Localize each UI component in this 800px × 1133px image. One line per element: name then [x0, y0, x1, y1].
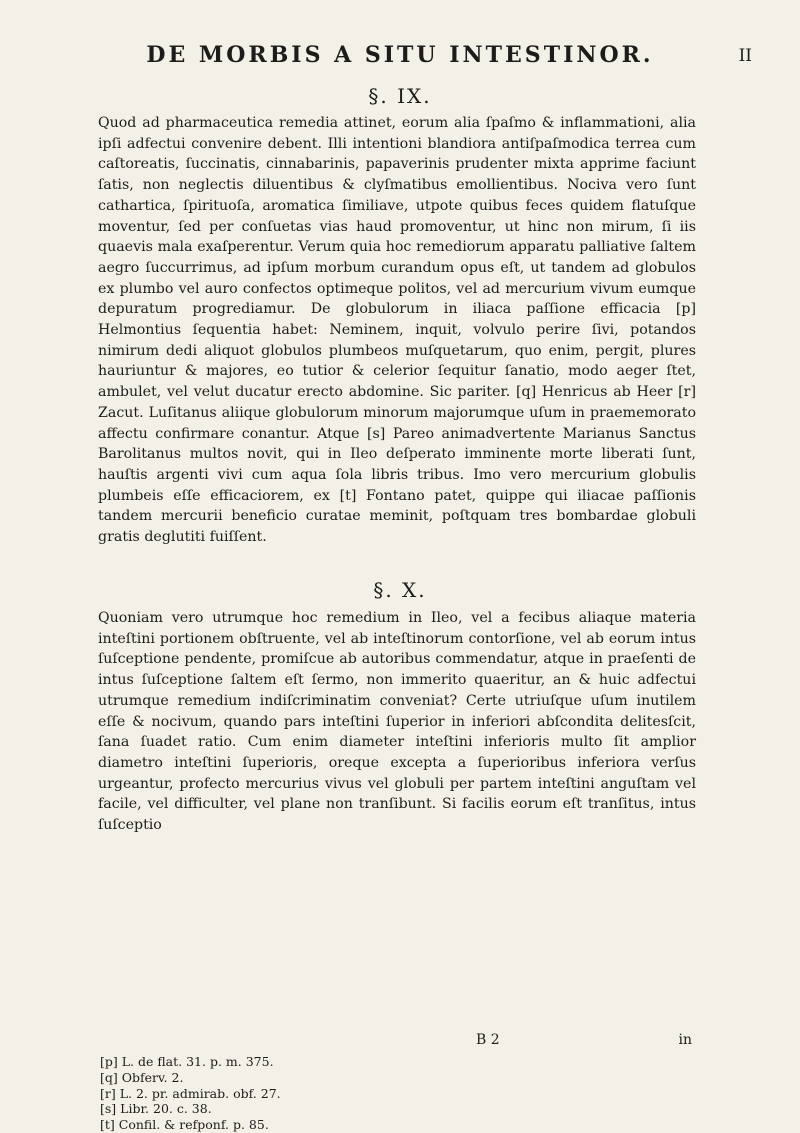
catchword: in: [678, 1032, 692, 1048]
section-heading-ix: §. IX.: [368, 84, 432, 108]
page-number: II: [738, 46, 752, 66]
footnotes: [100, 1054, 600, 1133]
running-title: DE MORBIS A SITU INTESTINOR.: [146, 42, 654, 68]
running-head: [0, 42, 800, 72]
section-heading-x: §. X.: [373, 578, 427, 602]
section-ix-text: Quod ad pharmaceutica remedia attinet, eorum alia ſpaſmo & inflammationi, alia ipſi adfectui convenire debent. Illi intentioni blandiora antiſpaſmodica terrea cum caſtoreatis, ſuccinatis, cinnabarinis, papaverinis prudenter mixta apprime faciunt ſatis, non neglectis diluentibus & clyſmatibus emollientibus. Nociva vero ſunt cathartica, ſpirituoſa, aromatica ſimiliave, utpote quibus feces quidem flatuſque moventur, ſed per conſuetas vias haud promoventur, ut hinc non mirum, ſi iis quaevis mala exaſperentur. Verum quia hoc remediorum apparatu palliative ſaltem aegro ſuccurrimus, ad ipſum morbum curandum opus eſt, ut tandem ad globulos ex plumbo vel auro confectos optimeque politos, vel ad mercurium vivum eumque depuratum progrediamur. De globulorum in iliaca paſſione efficacia [p] Helmontius ſequentia habet: Neminem, inquit, volvulo perire ſivi, potandos nimirum dedi aliquot globulos plumbeos muſquetarum, quo enim, pergit, plures hauriuntur & majores, eo tutior & celerior ſequitur ſanatio, modo aeger ſtet, ambulet, vel velut ducatur erecto abdomine. Sic pariter. [q] Henricus ab Heer [r] Zacut. Luſitanus aliique globulorum minorum majorumque uſum in praememorato affectu confirmare conantur. Atque [s] Pareo animadvertente Marianus Sanctus Barolitanus multos novit, qui in Ileo deſperato imminente morte liberati ſunt, hauſtis argenti vivi cum aqua ſola libris tribus. Imo vero mercurium globulis plumbeis eſſe efficaciorem, ex [t] Fontano patet, quippe qui iliacae paſſionis tandem mercurii beneficio curatae meminit, poſtquam tres bombardae globuli gratis deglutiti fuiſſent.: [98, 115, 696, 546]
footnote-p: [p] L. de flat. 31. p. m. 375.: [100, 1054, 274, 1069]
footnote-q: [q] Obferv. 2.: [100, 1069, 184, 1085]
footnote-s: [s] Libr. 20. c. 38.: [100, 1101, 212, 1117]
section-x-paragraph: [98, 608, 696, 836]
section-ix-paragraph: [98, 113, 696, 548]
signature-line: [98, 1032, 696, 1052]
section-x-text: Quoniam vero utrumque hoc remedium in Ileo, vel a fecibus aliaque materia inteſtini portionem obſtruente, vel ab inteſtinorum contorſione, vel ab eorum intus ſuſceptione pendente, promiſcue ab autoribus commendatur, atque in praeſenti de intus ſuſceptione ſaltem eſt ſermo, non immerito quaeritur, an & huic adfectui utrumque remedium indiſcriminatim conveniat? Certe utriuſque uſum inutilem eſſe & nocivum, quando pars inteſtini ſuperior in inferiori abſcondita delitesſcit, ſana ſuadet ratio. Cum enim diameter inteſtini inferioris multo ſit amplior diametro inteſtini ſuperioris, oreque excepta a ſuperioribus inferiora verſus urgeantur, profecto mercurius vivus vel globuli per partem inteſtini anguſtam vel facile, vel difficulter, vel plane non tranſibunt. Si facilis eorum eſt tranſitus, intus ſuſceptio: [98, 610, 696, 834]
signature-mark: B 2: [476, 1032, 500, 1048]
footnote-t: [t] Confil. & refponf. p. 85.: [100, 1117, 269, 1133]
footnote-r: [r] L. 2. pr. admirab. obf. 27.: [100, 1085, 281, 1101]
